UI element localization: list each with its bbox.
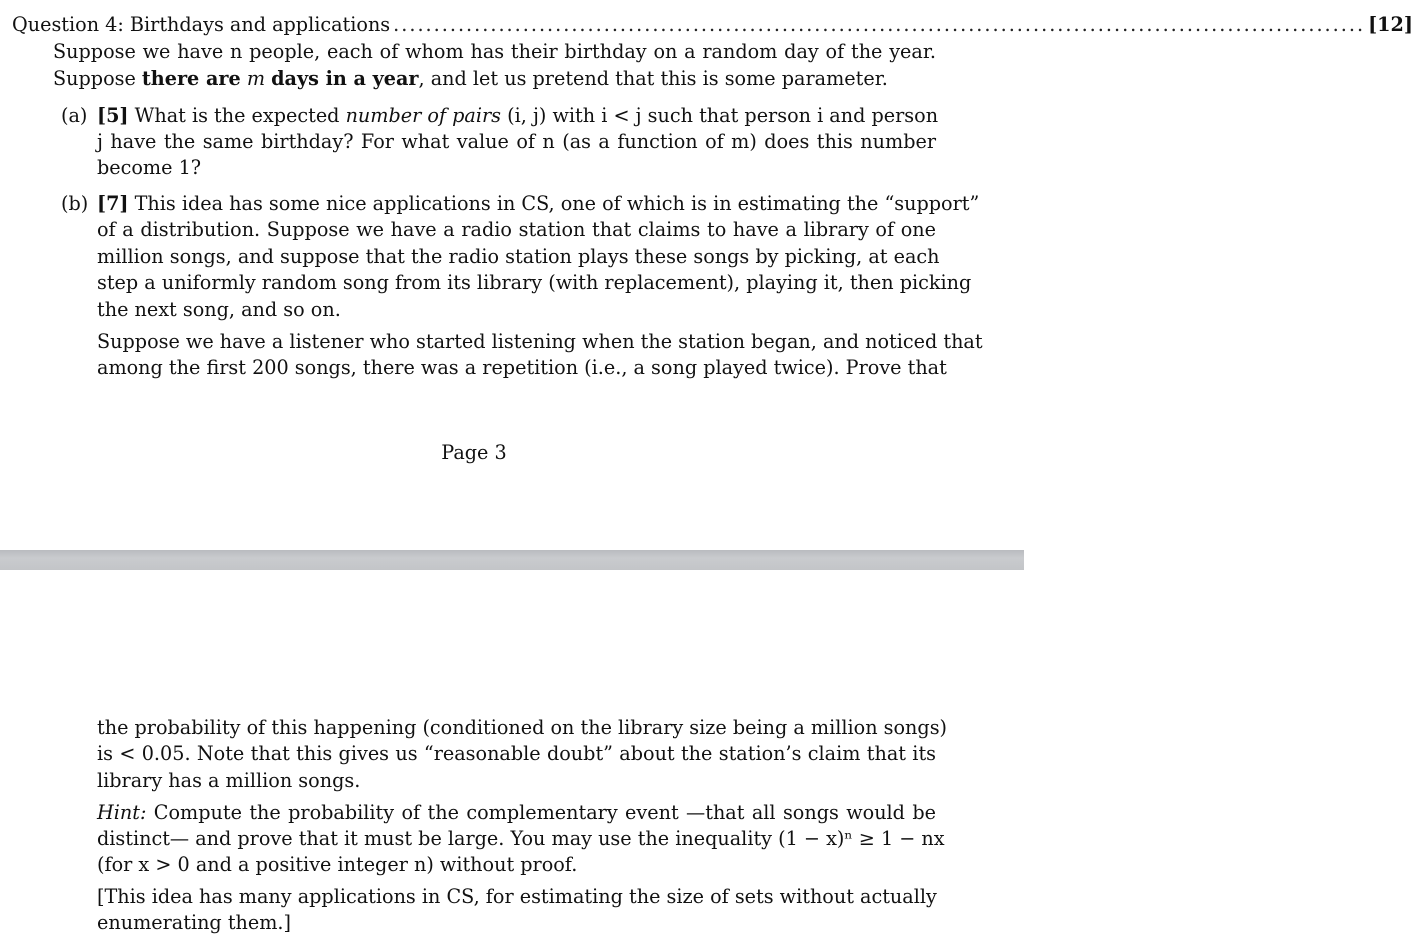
continued-line-3: library has a million songs. bbox=[97, 769, 361, 792]
continued-line-2: is < 0.05. Note that this gives us “reasonable doubt” about the station’s claim that its bbox=[97, 742, 936, 765]
hint-line-3: (for x > 0 and a positive integer n) without proof. bbox=[97, 853, 578, 876]
part-b-line-7: among the first 200 songs, there was a repetition (i.e., a song played twice). Prove that bbox=[97, 356, 947, 379]
page-4 bbox=[0, 570, 1024, 939]
part-b-line-3: million songs, and suppose that the radio station plays these songs by picking, at each bbox=[97, 245, 940, 268]
leader-dots: ........................................................................................................................ bbox=[393, 13, 1366, 36]
part-b-line-1: [7] This idea has some nice applications in CS, one of which is in estimating the “support” bbox=[97, 192, 980, 215]
hint-line-1: Hint: Compute the probability of the complementary event —that all songs would be bbox=[97, 801, 936, 824]
intro-line-2: Suppose there are m days in a year, and let us pretend that this is some parameter. bbox=[53, 67, 888, 90]
hint-line-2: distinct— and prove that it must be large. You may use the inequality (1 − x)ⁿ ≥ 1 − nx bbox=[97, 827, 945, 850]
part-a-line-2: j have the same birthday? For what value of n (as a function of m) does this number bbox=[97, 130, 936, 153]
continued-line-1: the probability of this happening (conditioned on the library size being a million songs) bbox=[97, 716, 948, 739]
part-a-label: (a) bbox=[61, 104, 88, 127]
part-a-line-1: [5] What is the expected number of pairs (i, j) with i < j such that person i and person bbox=[97, 104, 939, 127]
question-header bbox=[12, 12, 1413, 38]
part-a-line-3: become 1? bbox=[97, 156, 202, 179]
part-b-label: (b) bbox=[61, 192, 89, 215]
part-b-line-4: step a uniformly random song from its library (with replacement), playing it, then picking bbox=[97, 271, 972, 294]
question-points: [12] bbox=[1368, 13, 1413, 36]
note-line-1: [This idea has many applications in CS, for estimating the size of sets without actually bbox=[97, 885, 937, 908]
hint-label: Hint: bbox=[97, 801, 147, 824]
part-b-line-2: of a distribution. Suppose we have a radio station that claims to have a library of one bbox=[97, 218, 936, 241]
part-b-line-5: the next song, and so on. bbox=[97, 298, 341, 321]
note-line-2: enumerating them.] bbox=[97, 911, 292, 934]
intro-line-1: Suppose we have n people, each of whom has their birthday on a random day of the year. bbox=[53, 40, 936, 63]
question-title: Question 4: Birthdays and applications bbox=[12, 13, 391, 36]
page-number: Page 3 bbox=[441, 441, 507, 464]
part-b-line-6: Suppose we have a listener who started listening when the station began, and noticed that bbox=[97, 330, 983, 353]
page-separator bbox=[0, 550, 1024, 570]
